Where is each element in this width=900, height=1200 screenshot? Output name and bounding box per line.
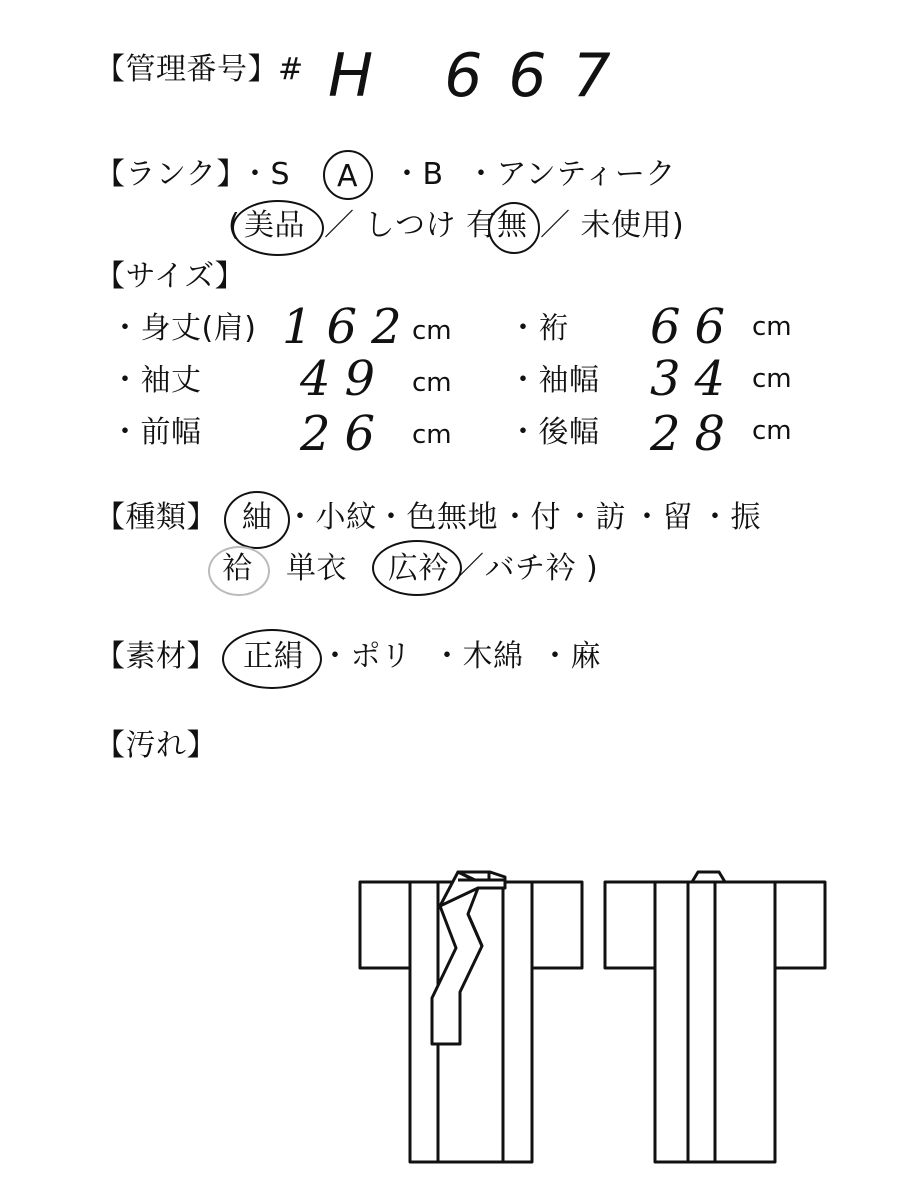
rank-option-b: ・B	[392, 157, 444, 192]
rank-label: 【ランク】	[95, 157, 247, 192]
size-ushirohaba-value: 28	[650, 406, 740, 462]
size-ushirohaba-unit: cm	[752, 416, 792, 446]
size-sodetake-unit: cm	[412, 368, 452, 398]
size-mitake-label: ・身丈(肩)	[110, 311, 257, 346]
type-awase: 袷	[222, 551, 253, 586]
size-sodetake-label: ・袖丈	[110, 363, 202, 398]
type-komon: ・小紋	[285, 500, 377, 535]
material-poly: ・ポリ	[320, 639, 412, 674]
size-maehaba-label: ・前幅	[110, 415, 202, 450]
management-number: H 667	[328, 41, 637, 111]
size-sodehaba-value: 34	[650, 351, 740, 407]
type-tsuke: ・付	[500, 500, 561, 535]
stain-label: 【汚れ】	[95, 728, 217, 763]
condition-unused: ／ 未使用)	[540, 208, 685, 243]
kimono-front-diagram	[360, 872, 582, 1162]
type-label: 【種類】	[95, 500, 217, 535]
material-asa: ・麻	[540, 639, 601, 674]
type-hitoe: 単衣	[286, 551, 347, 586]
type-bachieri: ／バチ衿 )	[454, 551, 599, 586]
type-hiroeri: 広衿	[388, 551, 449, 586]
material-shoken: 正絹	[243, 639, 304, 674]
condition-bihin: 美品	[244, 208, 305, 243]
type-homon: ・訪	[565, 500, 626, 535]
size-maehaba-unit: cm	[412, 420, 452, 450]
type-furi: ・振	[700, 500, 761, 535]
condition-nashi: 無	[497, 208, 528, 243]
size-maehaba-value: 26	[300, 406, 390, 462]
kimono-back-diagram	[605, 872, 825, 1162]
rank-option-antique: ・アンティーク	[466, 157, 676, 192]
size-yuki-value: 66	[650, 299, 740, 355]
type-tsumugi: 紬	[242, 500, 273, 535]
size-sodehaba-label: ・袖幅	[508, 363, 600, 398]
condition-shitsuke: ／ しつけ 有	[324, 208, 497, 243]
type-tome: ・留	[632, 500, 693, 535]
size-mitake-value: 162	[282, 299, 416, 355]
size-yuki-unit: cm	[752, 312, 792, 342]
material-momen: ・木綿	[432, 639, 524, 674]
rank-option-s: ・S	[240, 157, 291, 192]
size-ushirohaba-label: ・後幅	[508, 415, 600, 450]
size-sodetake-value: 49	[300, 351, 390, 407]
material-label: 【素材】	[95, 639, 217, 674]
management-label: 【管理番号】#	[95, 52, 304, 87]
size-mitake-unit: cm	[412, 316, 452, 346]
size-sodehaba-unit: cm	[752, 364, 792, 394]
rank-option-a: A	[337, 159, 359, 194]
condition-open-paren: (	[228, 208, 241, 243]
type-iromuji: ・色無地	[376, 500, 498, 535]
size-yuki-label: ・裄	[508, 311, 569, 346]
size-label: 【サイズ】	[95, 259, 246, 294]
